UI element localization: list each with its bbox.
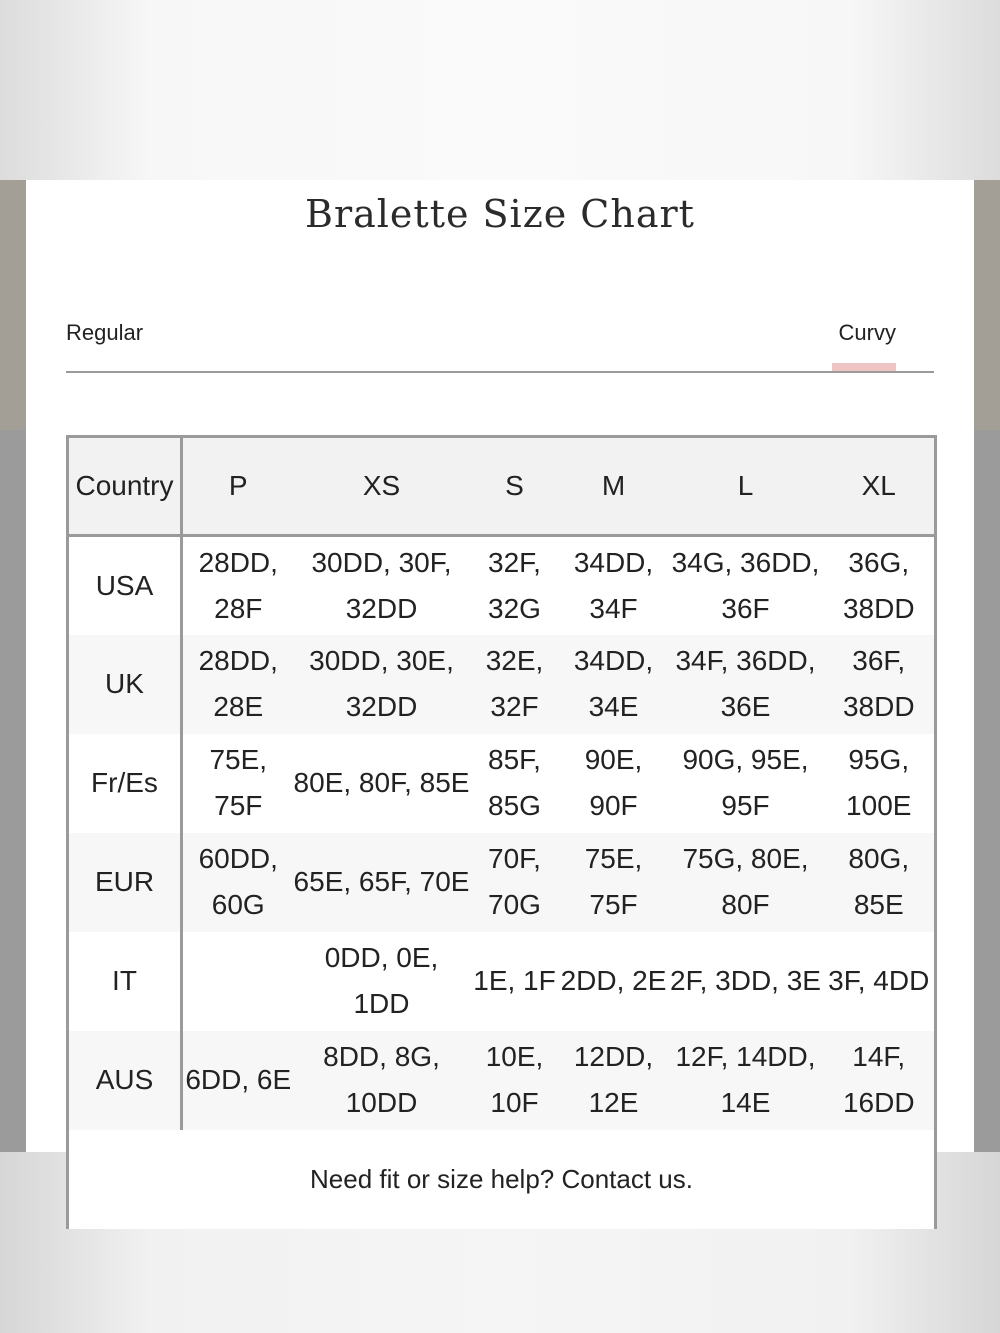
row-country: USA <box>68 536 182 635</box>
table-row <box>68 536 936 635</box>
tab-curvy[interactable]: Curvy <box>838 320 896 345</box>
row-country: EUR <box>68 833 182 932</box>
table-cell: 12F, 14DD, 14E <box>675 1041 816 1118</box>
table-cell: 75E, 75F <box>209 744 268 821</box>
table-header-row <box>68 437 936 536</box>
table-cell: 34F, 36DD, 36E <box>675 645 816 722</box>
header-size-xs: XS <box>294 437 470 536</box>
header-country: Country <box>68 437 182 536</box>
table-cell: 70F, 70G <box>488 843 541 920</box>
table-row <box>68 635 936 734</box>
size-table-container <box>66 435 934 1195</box>
table-cell: 12DD, 12E <box>573 1041 654 1118</box>
header-size-s: S <box>470 437 560 536</box>
table-cell: 60DD, 60G <box>198 843 278 920</box>
header-size-l: L <box>668 437 824 536</box>
table-cell: 36F, 38DD <box>824 635 936 734</box>
table-body <box>68 536 936 1229</box>
table-cell: 30DD, 30E, 32DD <box>309 645 454 722</box>
table-row <box>68 932 936 1031</box>
table-cell: 34G, 36DD, 36F <box>671 546 820 624</box>
contact-help-link[interactable]: Need fit or size help? Contact us. <box>68 1130 936 1229</box>
table-cell: 3F, 4DD <box>824 932 936 1031</box>
table-cell: 0DD, 0E, 1DD <box>324 942 439 1019</box>
table-cell: 65E, 65F, 70E <box>293 866 470 897</box>
row-country: Fr/Es <box>68 734 182 833</box>
background-right-lower <box>974 430 1000 1152</box>
table-cell: 28DD, 28F <box>198 546 278 624</box>
page-title: Bralette Size Chart <box>305 192 695 236</box>
table-row <box>68 1031 936 1130</box>
table-cell: 34DD, 34F <box>573 546 654 624</box>
table-cell: 75G, 80E, 80F <box>682 843 809 920</box>
table-cell: 32E, 32F <box>485 645 544 722</box>
table-cell: 36G, 38DD <box>824 536 936 635</box>
table-cell: 75E, 75F <box>584 843 643 920</box>
header-size-p: P <box>182 437 294 536</box>
active-tab-indicator <box>832 363 896 371</box>
table-cell: 6DD, 6E <box>185 1064 292 1095</box>
table-cell: 2DD, 2E <box>560 965 667 996</box>
table-footer-row <box>68 1130 936 1229</box>
table-row <box>68 734 936 833</box>
row-country: UK <box>68 635 182 734</box>
table-cell: 90G, 95E, 95F <box>682 744 809 821</box>
fit-tabs <box>66 314 934 374</box>
table-cell: 80E, 80F, 85E <box>293 767 470 798</box>
tabs-divider <box>66 371 934 373</box>
size-table <box>66 435 937 1229</box>
header-size-xl: XL <box>824 437 936 536</box>
table-cell: 32F, 32G <box>488 546 541 624</box>
table-cell: 90E, 90F <box>584 744 643 821</box>
table-cell: 85F, 85G <box>488 744 541 821</box>
table-cell: 95G, 100E <box>824 734 936 833</box>
table-cell: 80G, 85E <box>824 833 936 932</box>
background-left-lower <box>0 430 26 1152</box>
table-cell: 2F, 3DD, 3E <box>670 965 821 996</box>
table-cell: 14F, 16DD <box>824 1031 936 1130</box>
background-top <box>0 0 1000 180</box>
table-cell: 28DD, 28E <box>198 645 278 722</box>
row-country: IT <box>68 932 182 1031</box>
tab-regular[interactable]: Regular <box>66 320 144 345</box>
table-row <box>68 833 936 932</box>
row-country: AUS <box>68 1031 182 1130</box>
table-cell: 1E, 1F <box>473 965 556 996</box>
header-size-m: M <box>560 437 668 536</box>
table-cell: 8DD, 8G, 10DD <box>323 1041 440 1118</box>
table-cell: 30DD, 30F, 32DD <box>311 546 452 624</box>
table-cell: 34DD, 34E <box>573 645 654 722</box>
table-cell <box>182 932 294 1031</box>
table-cell: 10E, 10F <box>485 1041 544 1118</box>
